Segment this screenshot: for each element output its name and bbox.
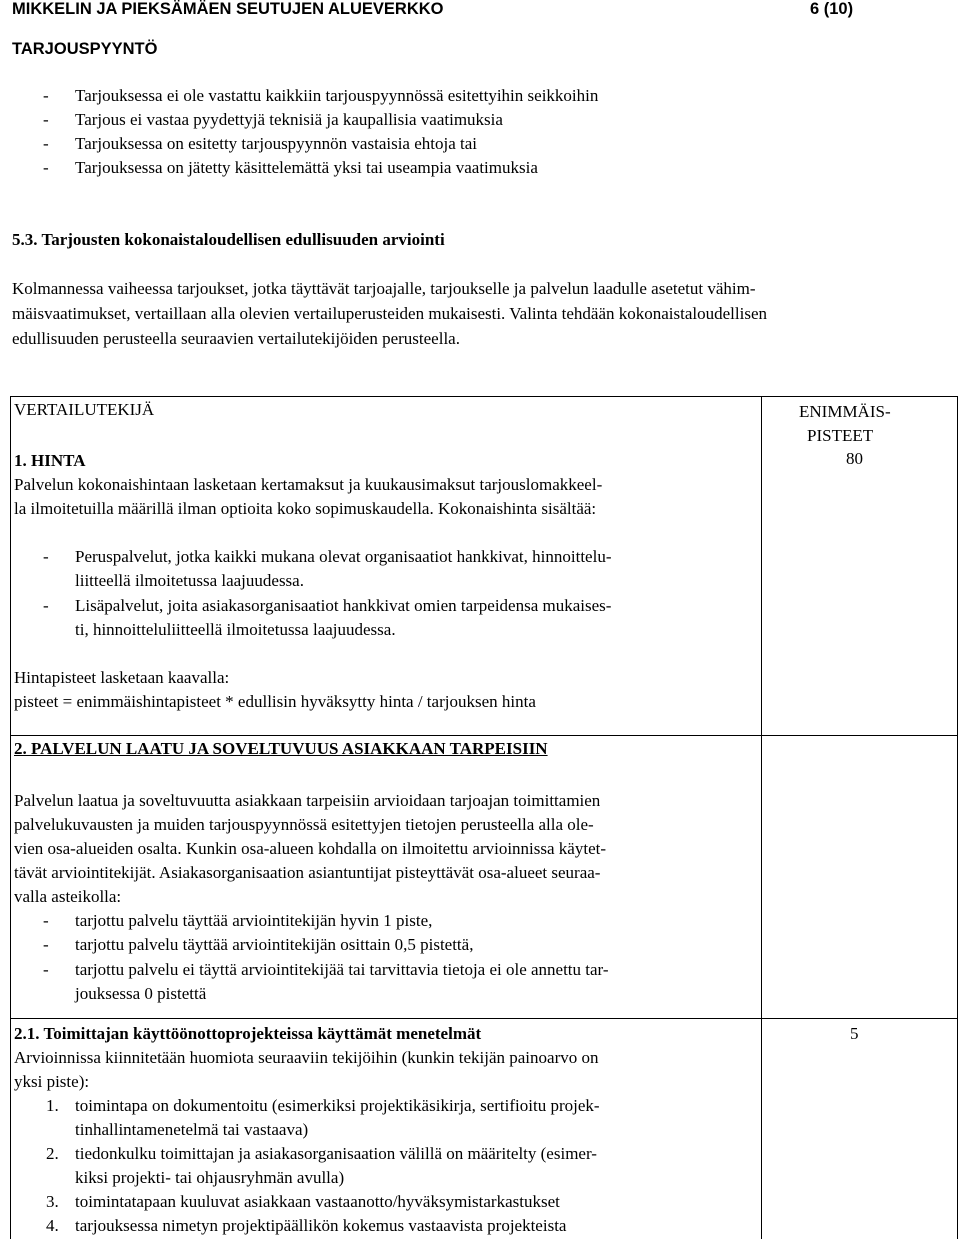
methods-item-number: 3. — [46, 1192, 59, 1211]
methods-item: toimintapa on dokumentoitu (esimerkiksi projektikäsikirja, sertifioitu projek- — [75, 1096, 600, 1115]
methods-item: tarjouksessa nimetyn projektipäällikön kokemus vastaavista projekteista — [75, 1216, 567, 1235]
list-item: Tarjouksessa on jätetty käsittelemättä yksi tai useampia vaatimuksia — [75, 158, 538, 177]
scale-item: jouksessa 0 pistettä — [75, 984, 207, 1003]
methods-item-number: 2. — [46, 1144, 59, 1163]
methods-item: tiedonkulku toimittajan ja asiakasorganisaation välillä on määritelty (esimer- — [75, 1144, 597, 1163]
section-heading: 5.3. Tarjousten kokonaistaloudellisen edullisuuden arviointi — [12, 230, 445, 249]
price-item: liitteellä ilmoitetussa laajuudessa. — [75, 571, 304, 590]
methods-item-number: 4. — [46, 1216, 59, 1235]
table-top-border — [10, 396, 958, 397]
methods-points: 5 — [850, 1024, 859, 1043]
list-item: Tarjouksessa ei ole vastattu kaikkiin tarjouspyynnössä esitettyihin seikkoihin — [75, 86, 599, 105]
price-item: ti, hinnoitteluliitteellä ilmoitetussa laajuudessa. — [75, 620, 396, 639]
methods-title: 2.1. Toimittajan käyttöönottoprojekteissa käyttämät menetelmät — [14, 1024, 482, 1043]
table-column-divider — [761, 397, 762, 1239]
page-number: 6 (10) — [810, 0, 854, 18]
methods-item: toimintatapaan kuuluvat asiakkaan vastaanotto/hyväksymistarkastukset — [75, 1192, 560, 1211]
list-item: Tarjouksessa on esitetty tarjouspyynnön vastaisia ehtoja tai — [75, 134, 477, 153]
quality-title: 2. PALVELUN LAATU JA SOVELTUVUUS ASIAKKAAN TARPEISIIN — [14, 739, 548, 758]
methods-item: kiksi projekti- tai ohjausryhmän avulla) — [75, 1168, 345, 1187]
column-header-criteria: VERTAILUTEKIJÄ — [14, 400, 155, 419]
price-intro-line: la ilmoitetuilla määrillä ilman optioita koko sopimuskaudella. Kokonaishinta sisältää: — [14, 499, 597, 518]
price-item: Peruspalvelut, jotka kaikki mukana olevat organisaatiot hankkivat, hinnoittelu- — [75, 547, 612, 566]
price-item: Lisäpalvelut, joita asiakasorganisaatiot hankkivat omien tarpeidensa mukaises- — [75, 596, 612, 615]
table-row-divider — [10, 735, 958, 736]
list-item: Tarjous ei vastaa pyydettyjä teknisiä ja kaupallisia vaatimuksia — [75, 110, 503, 129]
methods-intro-line: Arvioinnissa kiinnitetään huomiota seuraaviin tekijöihin (kunkin tekijän painoarvo on — [14, 1048, 599, 1067]
price-title: 1. HINTA — [14, 451, 86, 470]
price-intro-line: Palvelun kokonaishintaan lasketaan kertamaksut ja kuukausimaksut tarjouslomakkeel- — [14, 475, 603, 494]
price-points: 80 — [846, 449, 863, 468]
scale-item: tarjottu palvelu ei täyttä arviointitekijää tai tarvittavia tietoja ei ole annettu tar- — [75, 960, 609, 979]
scale-item: tarjottu palvelu täyttää arviointitekijän osittain 0,5 pistettä, — [75, 935, 474, 954]
organization-name: MIKKELIN JA PIEKSÄMÄEN SEUTUJEN ALUEVERKKO — [12, 0, 444, 18]
price-formula: pisteet = enimmäishintapisteet * edullisin hyväksytty hinta / tarjouksen hinta — [14, 692, 536, 711]
methods-item-number: 1. — [46, 1096, 59, 1115]
methods-intro-line: yksi piste): — [14, 1072, 90, 1091]
table-row-divider — [10, 1018, 958, 1019]
methods-item: tinhallintamenetelmä tai vastaava) — [75, 1120, 309, 1139]
table-left-border — [10, 397, 11, 1239]
table-right-border — [957, 397, 958, 1239]
scale-item: tarjottu palvelu täyttää arviointitekijän hyvin 1 piste, — [75, 911, 433, 930]
formula-label: Hintapisteet lasketaan kaavalla: — [14, 668, 230, 687]
document-type: TARJOUSPYYNTÖ — [12, 40, 158, 58]
